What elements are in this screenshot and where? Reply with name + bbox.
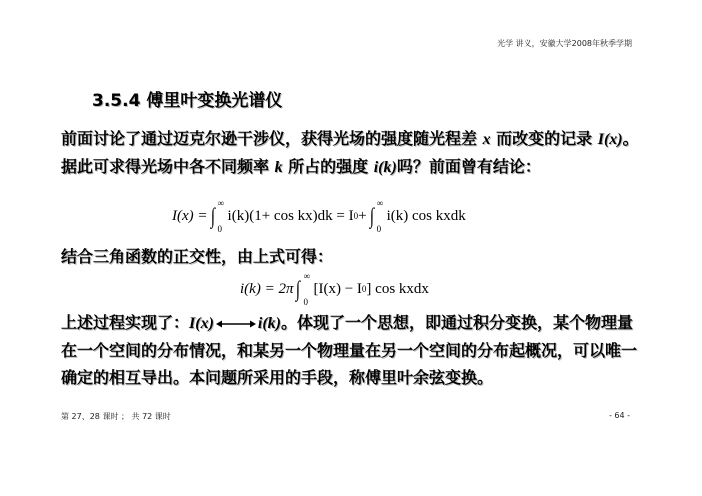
paragraph-text: 上述过程实现了：	[61, 313, 190, 332]
equation-intensity	[172, 198, 466, 234]
paragraph-text: 。体现了一个思想，即通过积分变换，某个物理量在一个空间的分布情况，和某另一个物理量在另一个空间的分布起概况，可以唯一确定的相互导出。本问题所采用的手段，称傅里叶余弦变换。	[61, 313, 638, 387]
section-title: 3.5.4 傅里叶变换光谱仪	[92, 91, 283, 111]
variable-x: x	[482, 131, 491, 148]
integral-sign: ∫	[210, 203, 215, 228]
integral-limits	[376, 198, 385, 234]
paragraph-text: 吗？前面曾有结论：	[396, 157, 541, 176]
variable-Ix: I(x)	[189, 315, 214, 332]
integral-upper-limit: ∞	[217, 198, 224, 208]
integral-lower-limit: 0	[376, 224, 382, 234]
equation-integrand: i(k) cos kxdk	[386, 207, 466, 224]
footer-page-number: - 64 -	[608, 411, 630, 420]
paragraph-text: 所占的强度	[282, 157, 374, 176]
paragraph-orthogonality	[61, 243, 645, 270]
integral-sign: ∫	[369, 203, 374, 228]
variable-Ix: I(x)	[597, 131, 623, 148]
double-arrow-icon	[216, 319, 256, 329]
header-note: 光学 讲义，安徽大学2008年秋季学期	[497, 39, 632, 48]
paragraph-text: 。据此可求得光场中各不同频率	[61, 129, 639, 176]
variable-k: k	[274, 159, 283, 176]
integral-lower-limit: 0	[217, 224, 223, 234]
equation-integrand: [I(x) − I	[313, 280, 362, 297]
integral-limits	[303, 271, 311, 307]
paragraph-text: 前面讨论了通过迈克尔逊干涉仪，获得光场的强度随光程差	[61, 129, 483, 148]
equation-lhs: I(x) =	[172, 207, 208, 224]
integral-lower-limit: 0	[303, 297, 308, 307]
integral-sign: ∫	[296, 276, 301, 301]
paragraph-text: 结合三角函数的正交性，由上式可得：	[61, 247, 334, 266]
variable-ik: i(k)	[373, 159, 397, 176]
paragraph-text: 而改变的记录	[490, 129, 598, 148]
paragraph-intro	[61, 125, 645, 181]
equation-tail: ] cos kxdx	[366, 280, 429, 297]
integral-upper-limit: ∞	[376, 198, 384, 208]
footer-lesson-count: 第 27、28 课时 ； 共 72 课时	[61, 412, 171, 421]
equation-integrand: i(k)(1+ cos kx)dk = I	[227, 207, 354, 224]
equation-subscript: 0	[353, 211, 359, 221]
equation-plus: +	[358, 207, 367, 224]
variable-ik: i(k)	[257, 315, 282, 332]
equation-subscript: 0	[361, 284, 367, 294]
paragraph-conclusion	[61, 309, 645, 391]
equation-spectrum	[240, 271, 429, 307]
integral-upper-limit: ∞	[303, 271, 310, 281]
equation-lhs: i(k) = 2π	[240, 280, 294, 297]
integral-limits	[217, 198, 226, 234]
